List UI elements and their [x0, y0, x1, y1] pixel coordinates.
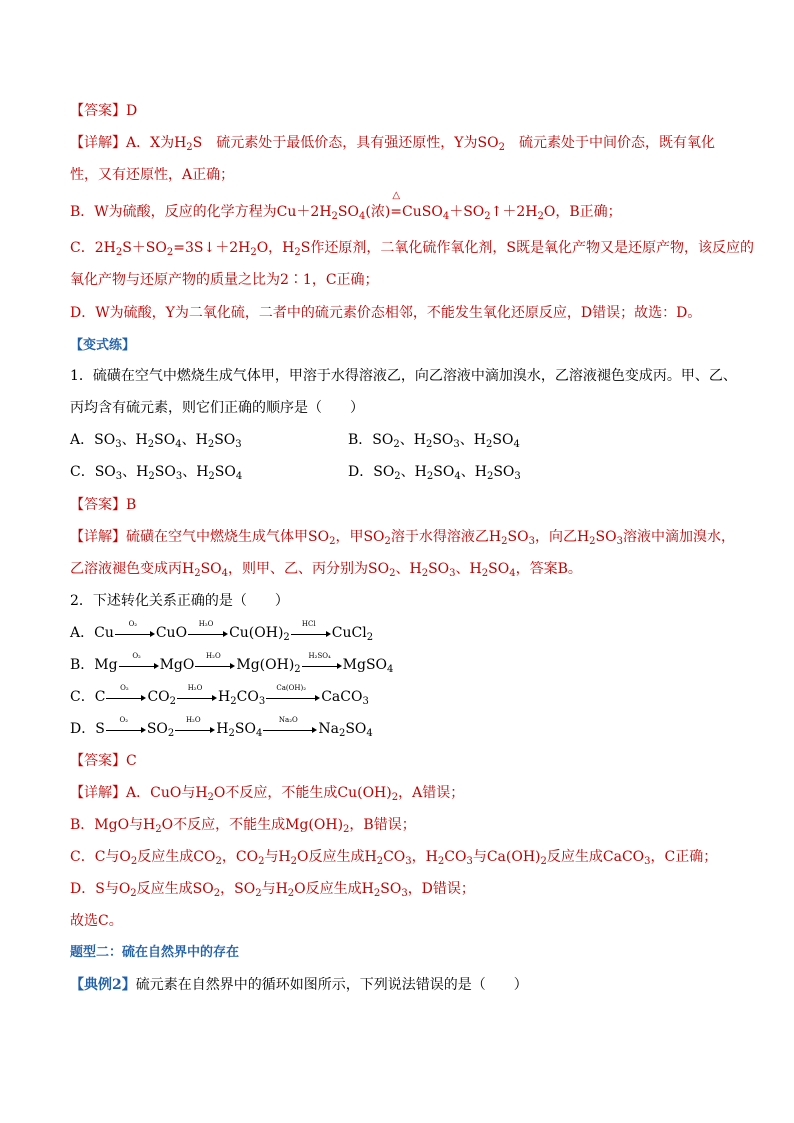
- option-2c: C．C O₂ $CO_2$ H₂O $H_2CO_3$ Ca(OH)₂ CaCO$_3$: [70, 684, 369, 707]
- detail-text: 与H: [261, 881, 288, 897]
- detail-text: A．CuO与H: [126, 785, 208, 801]
- arrow-condition: H₂O: [206, 652, 221, 660]
- option-text: SO: [493, 464, 515, 480]
- answer-tag: 【答案】: [70, 753, 126, 769]
- detail-text: ，H: [411, 849, 438, 865]
- detail-text: 与Ca(OH): [472, 849, 541, 865]
- reaction-arrow: [195, 652, 235, 672]
- detail-text: 硫元素处于中间价态，既有氧化: [504, 135, 715, 151]
- detail-text: 反应生成SO: [136, 881, 214, 897]
- option-text: 、H: [181, 432, 208, 448]
- subscript: 2: [394, 471, 401, 482]
- arrow-condition: O₂: [128, 620, 138, 628]
- subscript: 2: [208, 471, 215, 482]
- arrow-condition: H₂O: [198, 620, 214, 628]
- detail-text: O，H: [256, 240, 295, 256]
- option-text: SO: [154, 464, 176, 480]
- answer-tag: 【答案】: [70, 497, 126, 513]
- detail-text: SO: [337, 204, 359, 220]
- detail-text: =3S↓＋2H: [173, 240, 251, 256]
- subscript: 3: [401, 888, 408, 899]
- detail-text: 与H: [264, 849, 291, 865]
- detail-line-a1: 【详解】A．X为$H_2S$ 硫元素处于最低价态，具有强还原性，Y为$SO_2$ 硫元素处于中间价态，既有氧化: [70, 135, 715, 153]
- subscript: 4: [235, 471, 243, 482]
- option-text: SO: [234, 721, 256, 737]
- subscript: 2: [425, 439, 433, 450]
- detail-text: 溶液中滴加溴水，: [623, 529, 735, 545]
- option-text: CuO: [155, 625, 188, 641]
- subscript: 3: [514, 471, 521, 482]
- subscript: 2: [486, 439, 493, 450]
- subscript: 3: [466, 856, 473, 867]
- detail-tag: 【详解】: [70, 785, 126, 801]
- detail-text: CO: [383, 849, 406, 865]
- option-text: Mg(OH): [236, 657, 295, 673]
- detail-line-q1-2: [70, 559, 582, 579]
- subscript: 2: [343, 824, 350, 835]
- detail-text: ，则甲、乙、丙分别为SO: [228, 561, 390, 577]
- equals-sign: =: [390, 204, 403, 220]
- subscript: 2: [130, 856, 138, 867]
- subscript: 3: [362, 696, 369, 707]
- example-2-line: [70, 975, 528, 995]
- arrow-condition: HCl: [301, 620, 316, 628]
- detail-text: 乙溶液褪色变成丙H: [70, 561, 195, 577]
- subscript: 2: [147, 439, 155, 450]
- arrow-condition: O₂: [119, 716, 129, 724]
- detail-text: ，向乙H: [534, 529, 590, 545]
- subscript: 2: [426, 471, 434, 482]
- question-1-line-2: 丙均含有硫元素，则它们正确的顺序是（ ）: [70, 400, 364, 416]
- subscript: 3: [453, 439, 460, 450]
- detail-line-d: D．W为硫酸，Y为二氧化硫，二者中的硫元素价态相邻，不能发生氧化还原反应，D错误；故选：D。: [70, 305, 702, 321]
- option-2d: D．S O₂ $SO_2$ H₂O $H_2SO_4$ Na₂O $Na_2SO_4$: [70, 716, 373, 739]
- answer-value: C: [126, 753, 137, 769]
- subscript: 3: [115, 439, 122, 450]
- reaction-arrow: [263, 716, 317, 736]
- subscript: 2: [540, 856, 547, 867]
- detail-text: B．MgO与H: [70, 817, 156, 833]
- option-1a: [70, 430, 242, 450]
- detail-text: SO: [380, 881, 402, 897]
- option-text: A．Cu: [70, 625, 114, 641]
- reaction-arrow: [188, 620, 228, 640]
- detail-text: C．2H: [70, 240, 116, 256]
- subscript: 3: [115, 471, 123, 482]
- subscript: 2: [589, 536, 596, 547]
- detail-text: (浓): [365, 204, 391, 220]
- subscript: 2: [167, 728, 175, 739]
- option-text: SO: [154, 432, 176, 448]
- subscript: 2: [169, 696, 177, 707]
- question-2-stem: 2．下述转化关系正确的是（ ）: [70, 593, 289, 609]
- reaction-arrow: [266, 684, 320, 704]
- option-text: B．SO: [348, 432, 394, 448]
- subscript: 2: [393, 439, 400, 450]
- arrow-condition: O₂: [132, 652, 141, 660]
- option-text: Na: [318, 721, 339, 737]
- detail-text: 溶于水得溶液乙H: [390, 529, 502, 545]
- subscript: 3: [405, 856, 412, 867]
- option-text: D．S: [70, 721, 105, 737]
- delta-symbol: △: [392, 190, 401, 201]
- option-text: H: [216, 721, 229, 737]
- detail-text: ，CO: [221, 849, 259, 865]
- detail-text: ，B错误；: [349, 817, 416, 833]
- detail-text: O不反应，不能生成Cu(OH): [213, 785, 392, 801]
- detail-text: 、H: [395, 561, 422, 577]
- option-text: 、H: [399, 432, 426, 448]
- subscript: 2: [294, 664, 301, 675]
- detail-tag: 【详解】: [70, 529, 126, 545]
- option-text: SO: [432, 432, 454, 448]
- subscript: 3: [449, 568, 456, 579]
- arrow-condition: Na₂O: [278, 716, 298, 724]
- example-tag: 【典例2】: [70, 977, 136, 993]
- option-text: MgSO: [342, 657, 388, 673]
- subscript: 2: [391, 792, 399, 803]
- reaction-arrow: [115, 620, 155, 640]
- reaction-arrow: [177, 684, 217, 704]
- subscript: 2: [155, 824, 162, 835]
- subscript: 2: [481, 568, 489, 579]
- option-text: 、H: [460, 464, 487, 480]
- detail-text: ，A错误；: [398, 785, 465, 801]
- detail-text: SO: [428, 561, 450, 577]
- option-text: 、H: [121, 432, 148, 448]
- subscript: 2: [421, 568, 429, 579]
- detail-text: A．X为H: [126, 135, 187, 151]
- detail-line-b: B．W为硫酸，反应的化学方程为$Cu+2H_2SO_4$(浓) △ $=CuSO_4+SO_2↑+2H_2O$，B正确；: [70, 190, 622, 222]
- detail-text: D．S与O: [70, 881, 131, 897]
- arrow-condition: Ca(OH)₂: [276, 684, 306, 692]
- option-text: Cu(OH): [229, 625, 284, 641]
- option-text: SO: [146, 721, 168, 737]
- subscript: 2: [501, 536, 508, 547]
- detail-text: SO: [200, 561, 222, 577]
- detail-text: O不反应，不能生成Mg(OH): [161, 817, 344, 833]
- detail-line-q2-a: [70, 783, 464, 803]
- option-text: 、H: [400, 464, 427, 480]
- detail-text: 反应生成CO: [137, 849, 216, 865]
- detail-text: 、H: [455, 561, 482, 577]
- option-text: SO: [345, 721, 367, 737]
- option-text: CO: [236, 689, 259, 705]
- subscript: 2: [194, 568, 201, 579]
- reaction-arrow: [302, 652, 342, 672]
- variant-heading: 【变式练】: [70, 338, 136, 353]
- detail-line-c1: C．$2H_2S+SO_2=3S↓+2H_2O$，$H_2S$作还原剂，二氧化硫作氧化剂，S既是氧化产物又是还原产物，该反应的: [70, 240, 754, 258]
- detail-line-q1-1: [70, 527, 735, 547]
- option-text: CO: [147, 689, 170, 705]
- option-text: C．C: [70, 689, 106, 705]
- option-2b: [70, 652, 394, 675]
- answer-line-1: [70, 101, 137, 121]
- subscript: 4: [175, 439, 182, 450]
- detail-text: ，甲SO: [335, 529, 385, 545]
- subscript: 2: [207, 792, 214, 803]
- subscript: 2: [373, 888, 381, 899]
- detail-text: O反应生成H: [297, 849, 377, 865]
- detail-text: ，SO: [220, 881, 256, 897]
- subscript: 2: [130, 888, 137, 899]
- option-text: 、H: [459, 432, 486, 448]
- detail-text: ，答案B。: [515, 561, 582, 577]
- option-text: B．Mg: [70, 657, 118, 673]
- subscript: 2: [376, 856, 384, 867]
- subscript: 2: [366, 632, 374, 643]
- detail-text: C．C与O: [70, 849, 131, 865]
- arrow-condition: O₂: [120, 684, 129, 692]
- subscript: 3: [528, 536, 535, 547]
- option-1d: [348, 462, 521, 482]
- detail-text: B．W为硫酸，反应的化学方程为Cu＋2H: [70, 204, 332, 220]
- subscript: 2: [384, 536, 391, 547]
- option-text: SO: [214, 464, 236, 480]
- subscript: 2: [287, 888, 295, 899]
- option-1c: [70, 462, 242, 482]
- detail-line-q2-d: [70, 879, 475, 899]
- option-text: MgO: [159, 657, 195, 673]
- subscript: 4: [221, 568, 229, 579]
- option-text: C．SO: [70, 464, 116, 480]
- conclusion-line: 故选C。: [70, 913, 123, 929]
- option-text: CuCl: [331, 625, 367, 641]
- detail-line-q2-c: [70, 847, 717, 867]
- answer-tag: 【答案】: [70, 103, 126, 119]
- question-1-line-1: 1．硫磺在空气中燃烧生成气体甲，甲溶于水得溶液乙，向乙溶液中滴加溴水，乙溶液褪色变成丙。甲、乙、: [70, 368, 737, 384]
- subscript: 2: [290, 856, 298, 867]
- subscript: 4: [513, 439, 520, 450]
- heating-sign: [390, 190, 403, 222]
- subscript: 2: [283, 632, 290, 643]
- detail-text: 硫磺在空气中燃烧生成气体甲SO: [126, 529, 330, 545]
- subscript: 2: [255, 888, 262, 899]
- option-text: SO: [214, 432, 236, 448]
- answer-value: D: [126, 103, 138, 119]
- detail-text: SO: [507, 529, 529, 545]
- reaction-arrow: [106, 684, 146, 704]
- detail-text: ＋SO: [449, 204, 485, 220]
- subscript: 3: [175, 471, 183, 482]
- detail-line-a2: 性，又有还原性，A正确；: [70, 167, 235, 183]
- subscript: 2: [329, 536, 336, 547]
- option-text: A．SO: [70, 432, 116, 448]
- option-text: SO: [433, 464, 455, 480]
- detail-text: O，B正确；: [543, 204, 622, 220]
- option-text: SO: [492, 432, 514, 448]
- subscript: 3: [644, 856, 651, 867]
- detail-text: S作还原剂，二氧化硫作氧化剂，S既是氧化产物又是还原产物，该反应的: [300, 240, 754, 256]
- detail-text: S 硫元素处于最低价态，具有强还原性，Y为SO: [192, 135, 499, 151]
- detail-text: CO: [444, 849, 467, 865]
- reaction-arrow: [106, 716, 146, 736]
- detail-text: ↑＋2H: [490, 204, 538, 220]
- subscript: 2: [389, 568, 396, 579]
- subscript: 2: [258, 856, 265, 867]
- option-text: CaCO: [321, 689, 363, 705]
- option-text: 、H: [182, 464, 209, 480]
- detail-text: CuSO: [402, 204, 443, 220]
- subscript: 2: [437, 856, 445, 867]
- answer-line-3: [70, 751, 137, 771]
- detail-text: SO: [488, 561, 510, 577]
- detail-text: ，D错误；: [407, 881, 475, 897]
- detail-text: 反应生成CaCO: [546, 849, 645, 865]
- subscript: 4: [387, 664, 394, 675]
- answer-line-2: [70, 495, 136, 515]
- subscript: 2: [215, 856, 222, 867]
- option-text: 、H: [122, 464, 149, 480]
- arrow-condition: H₂SO₄: [308, 652, 331, 660]
- arrow-condition: H₂O: [187, 684, 203, 692]
- subscript: 2: [213, 888, 221, 899]
- arrow-condition: H₂O: [185, 716, 201, 724]
- example-text: 硫元素在自然界中的循环如图所示，下列说法错误的是（ ）: [135, 977, 528, 993]
- subscript: 2: [207, 439, 215, 450]
- option-text: H: [218, 689, 231, 705]
- detail-text: ，C正确；: [650, 849, 718, 865]
- subscript: 4: [454, 471, 461, 482]
- detail-text: O反应生成H: [294, 881, 374, 897]
- reaction-arrow: [291, 620, 331, 640]
- reaction-arrow: [119, 652, 159, 672]
- answer-value: B: [126, 497, 137, 513]
- detail-tag: 【详解】: [70, 135, 126, 151]
- subscript: 2: [486, 471, 494, 482]
- subscript: 3: [616, 536, 623, 547]
- reaction-arrow: [175, 716, 215, 736]
- option-2a: [70, 620, 374, 643]
- option-text: D．SO: [348, 464, 395, 480]
- detail-text: SO: [595, 529, 617, 545]
- subscript: 4: [509, 568, 516, 579]
- option-1b: [348, 430, 520, 450]
- detail-line-c2: 氧化产物与还原产物的质量之比为2∶1，C正确；: [70, 272, 379, 288]
- detail-line-q2-b: [70, 815, 416, 835]
- detail-text: S＋SO: [122, 240, 167, 256]
- subscript: 3: [235, 439, 242, 450]
- subscript: 2: [148, 471, 155, 482]
- section-heading: 题型二：硫在自然界中的存在: [70, 945, 240, 960]
